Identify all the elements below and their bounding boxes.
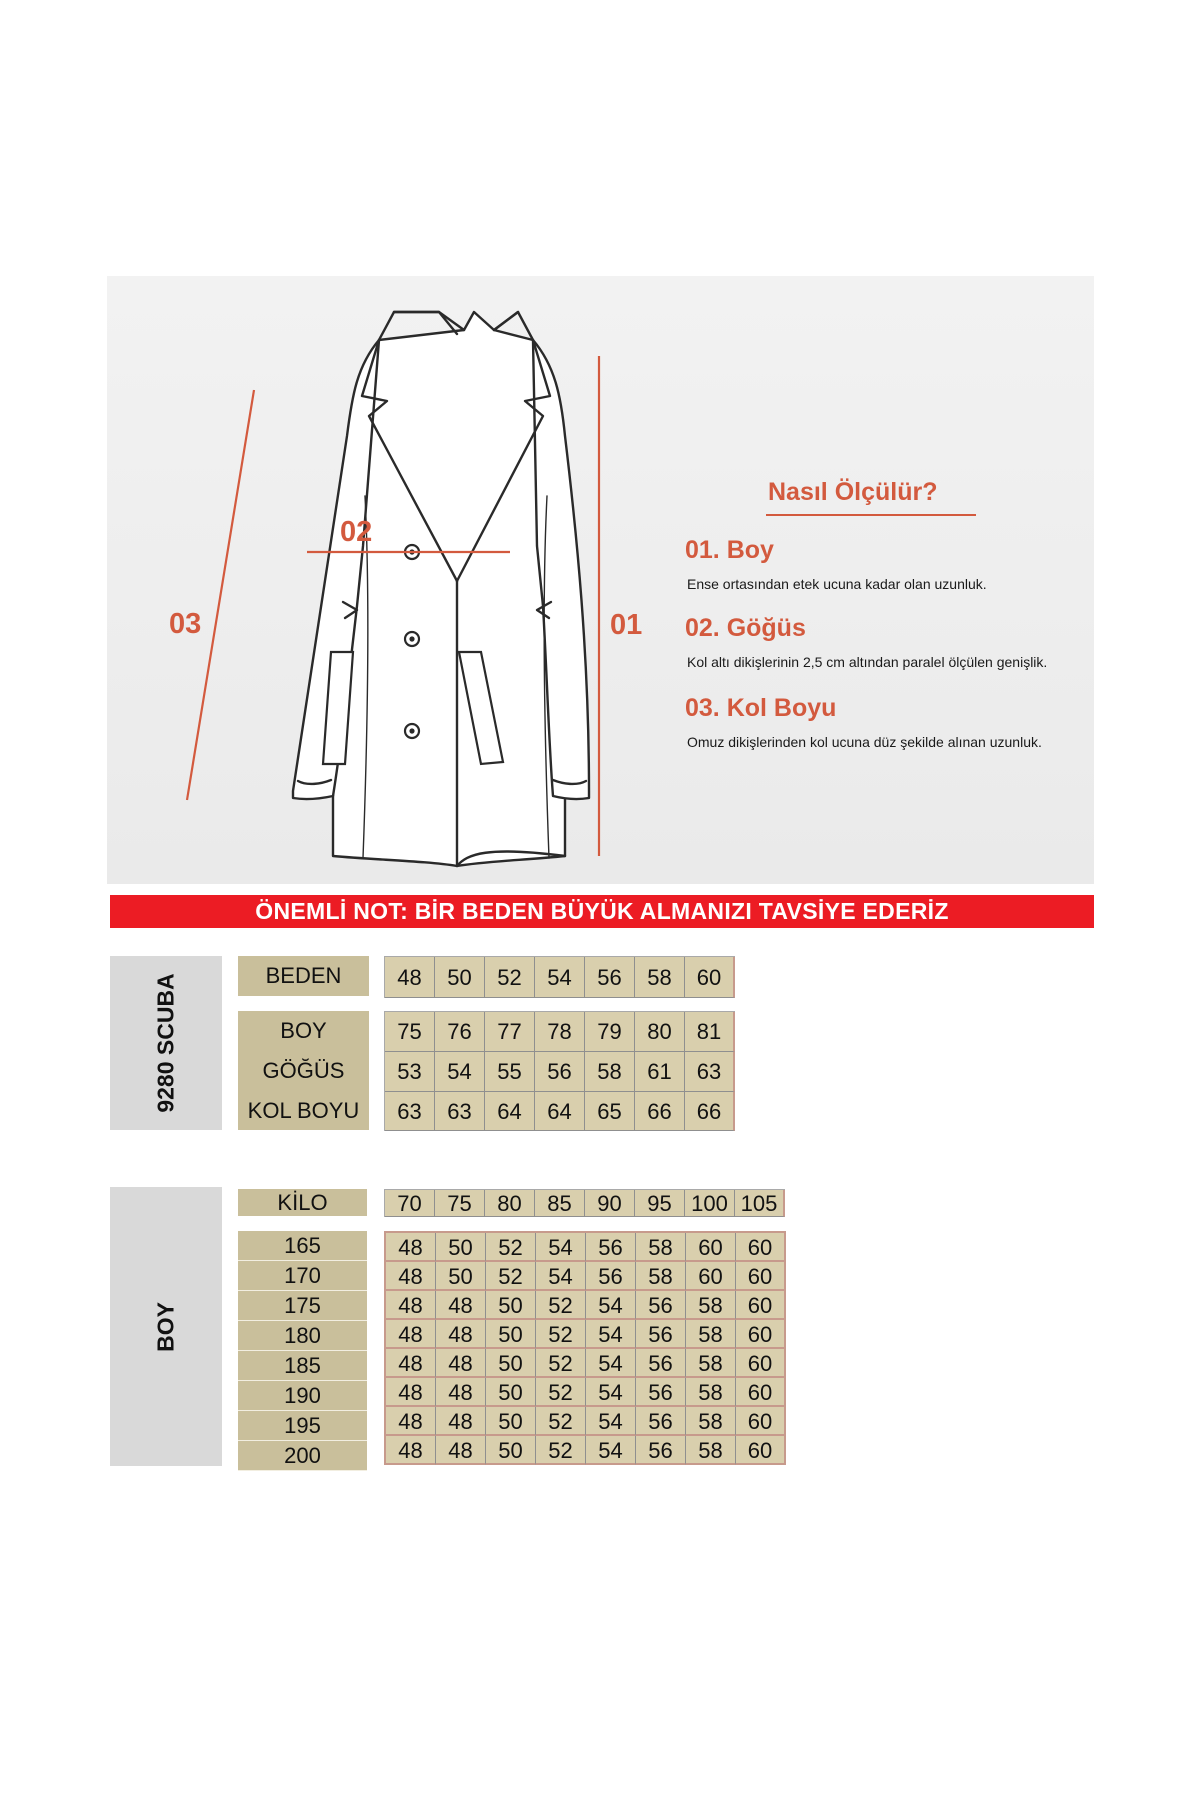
- measure-heading: 02. Göğüs: [685, 614, 806, 642]
- measure-description: Kol altı dikişlerinin 2,5 cm altından paralel ölçülen genişlik.: [687, 654, 1048, 670]
- height-table-body: [384, 1231, 786, 1465]
- height-table-side-label: [110, 1187, 222, 1466]
- value-cell: 48: [386, 1407, 436, 1436]
- value-cell: 48: [436, 1320, 486, 1349]
- value-cell: 56: [636, 1349, 686, 1378]
- value-cell: 48: [386, 1262, 436, 1291]
- row-label: GÖĞÜS: [262, 1058, 345, 1083]
- value-cell: 54: [586, 1320, 636, 1349]
- value-cell: 56: [636, 1291, 686, 1320]
- height-label-cell: 175: [238, 1291, 367, 1321]
- value-cell: 79: [585, 1012, 635, 1052]
- value-cell: 60: [686, 1262, 736, 1291]
- value-cell: 52: [536, 1378, 586, 1407]
- value-cell: 60: [736, 1378, 786, 1407]
- value-cell: 54: [586, 1378, 636, 1407]
- value-cell: 48: [436, 1436, 486, 1465]
- weight-cell: 90: [585, 1190, 635, 1217]
- height-table-row: [386, 1436, 786, 1465]
- height-table-row: [386, 1233, 786, 1262]
- value-cell: 60: [736, 1291, 786, 1320]
- row-label: BOY: [280, 1018, 327, 1043]
- measure-heading: 03. Kol Boyu: [685, 694, 837, 722]
- size-cell: 50: [435, 957, 485, 998]
- value-cell: 56: [636, 1320, 686, 1349]
- value-cell: 53: [385, 1052, 435, 1092]
- size-cell: 48: [385, 957, 435, 998]
- value-cell: 60: [686, 1233, 736, 1262]
- weight-cell: 75: [435, 1190, 485, 1217]
- height-table-row: [386, 1378, 786, 1407]
- size-table-side-label: [110, 956, 222, 1130]
- value-cell: 50: [486, 1407, 536, 1436]
- value-cell: 50: [486, 1436, 536, 1465]
- value-cell: 50: [436, 1262, 486, 1291]
- value-cell: 60: [736, 1349, 786, 1378]
- size-cell: 58: [635, 957, 685, 998]
- weight-cell: 70: [385, 1190, 435, 1217]
- value-cell: 81: [685, 1012, 735, 1052]
- height-label-cell: 200: [238, 1441, 367, 1471]
- value-cell: 60: [736, 1233, 786, 1262]
- value-cell: 48: [436, 1407, 486, 1436]
- value-cell: 50: [486, 1349, 536, 1378]
- value-cell: 52: [536, 1349, 586, 1378]
- size-header-row: [384, 956, 735, 998]
- title-underline: [766, 514, 976, 516]
- size-cell: 52: [485, 957, 535, 998]
- value-cell: 52: [536, 1291, 586, 1320]
- value-cell: 52: [486, 1262, 536, 1291]
- model-name: 9280 SCUBA: [152, 973, 179, 1113]
- value-cell: 56: [636, 1378, 686, 1407]
- value-cell: 64: [535, 1092, 585, 1131]
- value-cell: 66: [685, 1092, 735, 1131]
- value-cell: 58: [686, 1291, 736, 1320]
- value-cell: 58: [686, 1436, 736, 1465]
- value-cell: 54: [586, 1349, 636, 1378]
- value-cell: 56: [586, 1233, 636, 1262]
- value-cell: 52: [536, 1320, 586, 1349]
- size-row-labels: [238, 1011, 369, 1130]
- length-number-tag: 01: [610, 609, 643, 641]
- weight-header-label: KİLO: [238, 1189, 367, 1216]
- value-cell: 63: [685, 1052, 735, 1092]
- height-label-cell: 195: [238, 1411, 367, 1441]
- size-table-row: [385, 1052, 735, 1092]
- height-label-cell: 165: [238, 1231, 367, 1261]
- value-cell: 58: [636, 1233, 686, 1262]
- value-cell: 48: [386, 1378, 436, 1407]
- weight-header-row: [384, 1189, 785, 1217]
- value-cell: 63: [385, 1092, 435, 1131]
- important-note-banner: ÖNEMLİ NOT: BİR BEDEN BÜYÜK ALMANIZI TAVSİYE EDERİZ: [110, 895, 1094, 928]
- size-table-row: [385, 1092, 735, 1131]
- size-cell: 56: [585, 957, 635, 998]
- value-cell: 58: [636, 1262, 686, 1291]
- value-cell: 78: [535, 1012, 585, 1052]
- height-label-cell: 180: [238, 1321, 367, 1351]
- value-cell: 60: [736, 1320, 786, 1349]
- weight-cell: 95: [635, 1190, 685, 1217]
- value-cell: 60: [736, 1262, 786, 1291]
- sleeve-number-tag: 03: [169, 608, 202, 640]
- measurement-guide: [107, 276, 1094, 884]
- weight-cell: 80: [485, 1190, 535, 1217]
- weight-cell: 105: [735, 1190, 785, 1217]
- value-cell: 58: [585, 1052, 635, 1092]
- value-cell: 56: [636, 1436, 686, 1465]
- value-cell: 48: [386, 1436, 436, 1465]
- value-cell: 55: [485, 1052, 535, 1092]
- value-cell: 48: [386, 1320, 436, 1349]
- value-cell: 48: [436, 1378, 486, 1407]
- height-label-cell: 170: [238, 1261, 367, 1291]
- measure-description: Omuz dikişlerinden kol ucuna düz şekilde alınan uzunluk.: [687, 734, 1042, 750]
- size-cell: 54: [535, 957, 585, 998]
- value-cell: 48: [386, 1233, 436, 1262]
- row-label: KOL BOYU: [247, 1098, 360, 1123]
- value-cell: 54: [586, 1436, 636, 1465]
- value-cell: 56: [636, 1407, 686, 1436]
- height-table-row: [386, 1349, 786, 1378]
- value-cell: 52: [486, 1233, 536, 1262]
- sleeve-measure-line: [187, 390, 254, 800]
- value-cell: 54: [435, 1052, 485, 1092]
- height-label-cell: 190: [238, 1381, 367, 1411]
- value-cell: 48: [386, 1291, 436, 1320]
- height-label: BOY: [152, 1301, 179, 1352]
- value-cell: 60: [736, 1407, 786, 1436]
- value-cell: 56: [535, 1052, 585, 1092]
- height-row-labels: [238, 1231, 367, 1471]
- value-cell: 58: [686, 1378, 736, 1407]
- weight-cell: 85: [535, 1190, 585, 1217]
- value-cell: 64: [485, 1092, 535, 1131]
- value-cell: 54: [536, 1262, 586, 1291]
- value-cell: 50: [436, 1233, 486, 1262]
- value-cell: 48: [436, 1349, 486, 1378]
- value-cell: 52: [536, 1436, 586, 1465]
- measure-heading: 01. Boy: [685, 536, 774, 564]
- value-cell: 50: [486, 1291, 536, 1320]
- value-cell: 58: [686, 1320, 736, 1349]
- height-table-row: [386, 1407, 786, 1436]
- value-cell: 61: [635, 1052, 685, 1092]
- value-cell: 56: [586, 1262, 636, 1291]
- value-cell: 60: [736, 1436, 786, 1465]
- size-cell: 60: [685, 957, 735, 998]
- value-cell: 54: [586, 1291, 636, 1320]
- value-cell: 65: [585, 1092, 635, 1131]
- chest-number-tag: 02: [340, 516, 373, 548]
- size-table-body: [384, 1011, 735, 1131]
- weight-cell: 100: [685, 1190, 735, 1217]
- value-cell: 77: [485, 1012, 535, 1052]
- value-cell: 66: [635, 1092, 685, 1131]
- value-cell: 48: [436, 1291, 486, 1320]
- measure-description: Ense ortasından etek ucuna kadar olan uzunluk.: [687, 576, 987, 592]
- value-cell: 54: [536, 1233, 586, 1262]
- value-cell: 75: [385, 1012, 435, 1052]
- value-cell: 58: [686, 1407, 736, 1436]
- how-to-measure-title: Nasıl Ölçülür?: [768, 478, 938, 506]
- value-cell: 50: [486, 1320, 536, 1349]
- size-header-label: BEDEN: [238, 956, 369, 996]
- value-cell: 52: [536, 1407, 586, 1436]
- value-cell: 50: [486, 1378, 536, 1407]
- height-table-row: [386, 1291, 786, 1320]
- height-table-row: [386, 1320, 786, 1349]
- value-cell: 54: [586, 1407, 636, 1436]
- height-label-cell: 185: [238, 1351, 367, 1381]
- value-cell: 48: [386, 1349, 436, 1378]
- value-cell: 76: [435, 1012, 485, 1052]
- value-cell: 63: [435, 1092, 485, 1131]
- value-cell: 80: [635, 1012, 685, 1052]
- height-table-row: [386, 1262, 786, 1291]
- size-table-row: [385, 1012, 735, 1052]
- value-cell: 58: [686, 1349, 736, 1378]
